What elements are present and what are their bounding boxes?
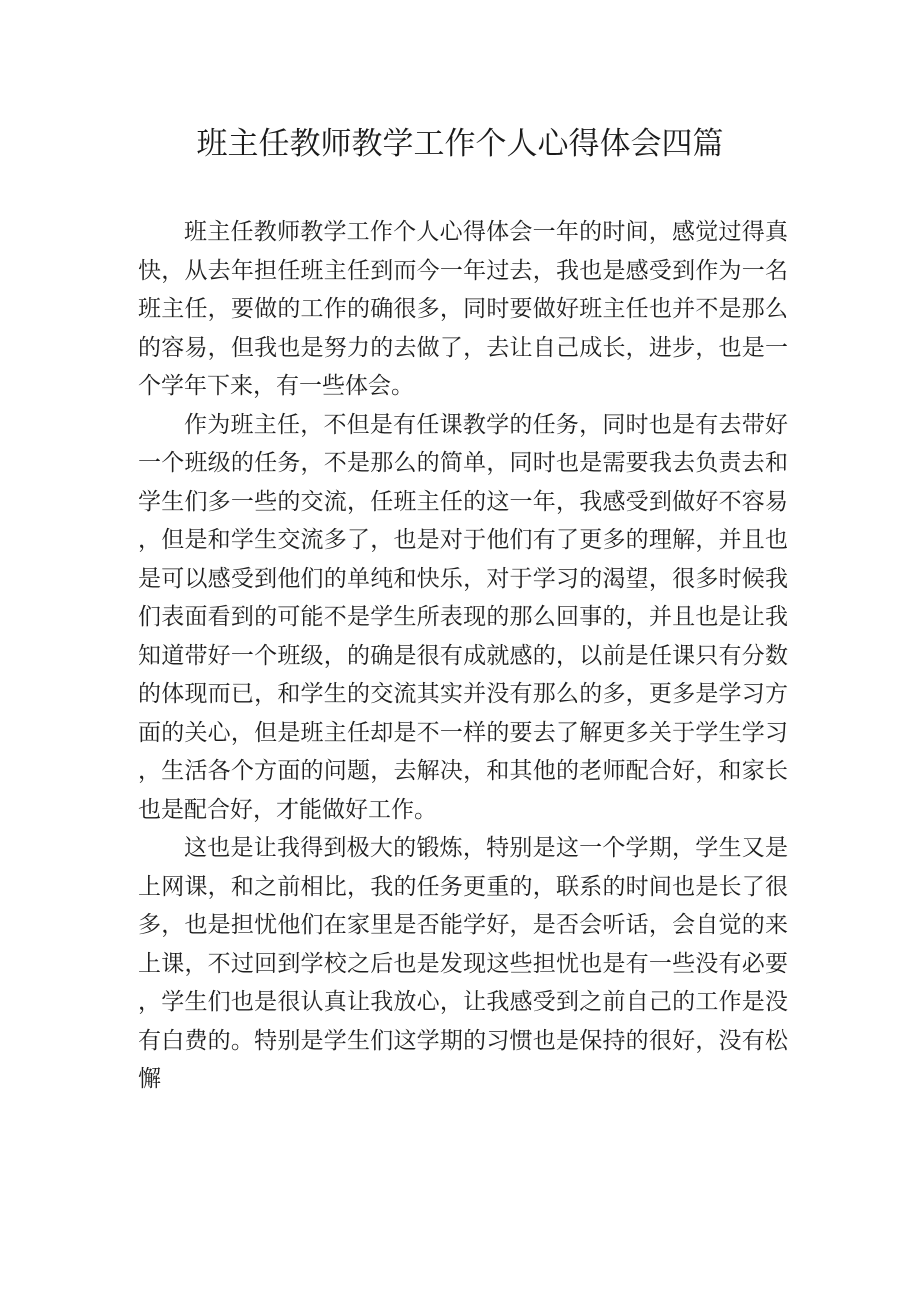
paragraph-1: 班主任教师教学工作个人心得体会一年的时间，感觉过得真快，从去年担任班主任到而今一年过去，我也是感受到作为一名班主任，要做的工作的确很多，同时要做好班主任也并不是那么的容易，但我也是努力的去做了，去让自己成长，进步，也是一个学年下来，有一些体会。 — [138, 219, 788, 399]
document-title: 班主任教师教学工作个人心得体会四篇 — [196, 126, 724, 162]
paragraph-2: 作为班主任，不但是有任课教学的任务，同时也是有去带好一个班级的任务，不是那么的简单，同时也是需要我去负责去和学生们多一些的交流，任班主任的这一年，我感受到做好不容易，但是和学生交流多了，也是对于他们有了更多的理解，并且也是可以感受到他们的单纯和快乐，对于学习的渴望，很多时候我们表面看到的可能不是学生所表现的那么回事的，并且也是让我知道带好一个班级，的确是很有成就感的，以前是任课只有分数的体现而已，和学生的交流其实并没有那么的多，更多是学习方面的关心，但是班主任却是不一样的要去了解更多关于学生学习，生活各个方面的问题，去解决，和其他的老师配合好，和家长也是配合好，才能做好工作。 — [138, 411, 788, 823]
paragraph-3: 这也是让我得到极大的锻炼，特别是这一个学期，学生又是上网课，和之前相比，我的任务更重的，联系的时间也是长了很多，也是担忧他们在家里是否能学好，是否会听话，会自觉的来上课，不过回到学校之后也是发现这些担忧也是有一些没有必要，学生们也是很认真让我放心，让我感受到之前自己的工作是没有白费的。特别是学生们这学期的习惯也是保持的很好，没有松懈 — [138, 835, 788, 1092]
document-body — [138, 213, 788, 1099]
